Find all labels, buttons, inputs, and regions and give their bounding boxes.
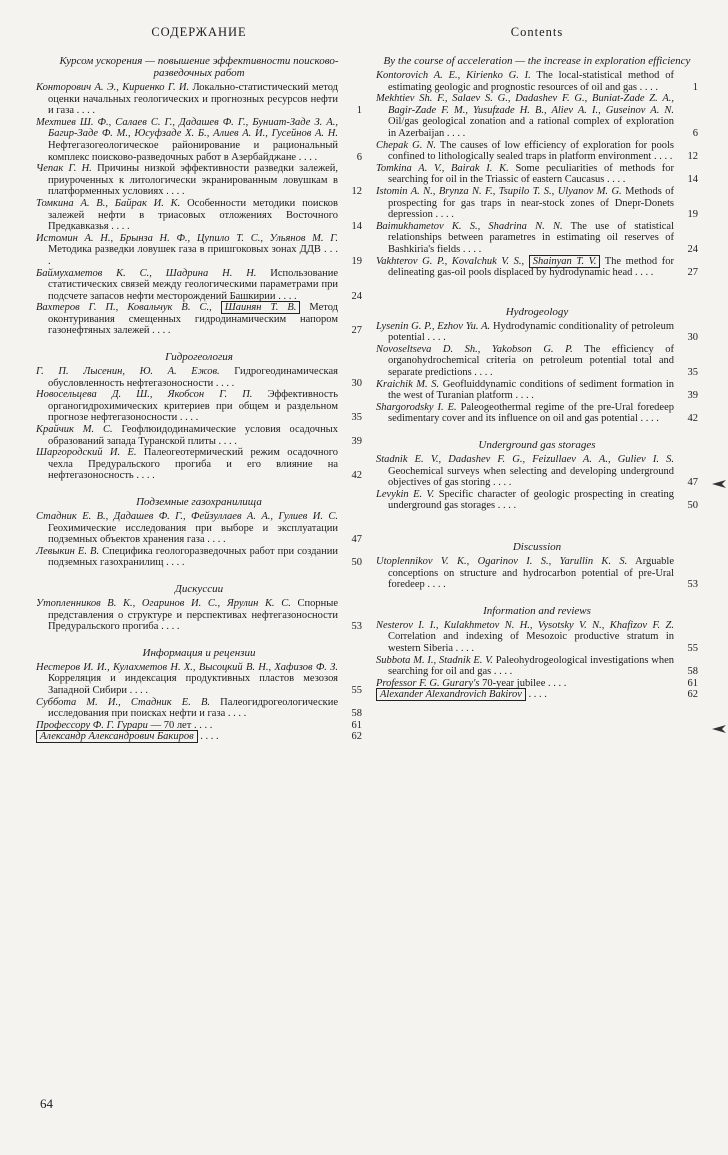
toc-entry[interactable] [36,598,362,633]
entry-authors: Баймухаметов К. С., Шадрина Н. Н. [36,267,257,279]
entry-title: Геохимические исследования при выборе и эксплуатации подземных объектов хранения газа [48,522,338,546]
boxed-name: Alexander Alexandrovich Bakirov [376,688,526,701]
toc-entry[interactable] [36,662,362,697]
entry-title: The causes of low efficiency of exploration for pools confined to lithologically sealed traps in platform environment [388,139,674,163]
section-title: Underground gas storages [478,439,596,452]
toc-entry[interactable] [376,221,698,256]
entry-authors: Tomkina A. V., Bairak I. K. [376,162,509,174]
entry-title: The local-statistical method of estimating geologic and prognostic resources of oil and gas [388,70,674,93]
leader-dots: . . . . [545,677,567,689]
entry-title: Some peculiarities of methods for searching for oil in the Triassic of eastern Caucasus [388,162,674,186]
toc-entry[interactable] [376,379,698,402]
entry-authors: Стадник Е. В., Дадашев Ф. Г., Фейзуллаев А. А., Гулиев И. С. [36,511,338,522]
toc-entry[interactable] [36,233,362,268]
page-number: 64 [40,1096,53,1111]
entry-title: Arguable conceptions on structure and hydrocarbon potential of pre-Ural foredeep [388,556,674,591]
leader-dots: . . . . [225,708,247,720]
toc-section [36,583,362,633]
toc-entry[interactable] [376,655,698,678]
entry-page-number: 39 [687,390,698,402]
section-title: Подземные газохранилища [136,496,262,508]
toc-entry[interactable] [36,302,362,337]
entry-title: Причины низкой эффективности разведки залежей, приуроченных к литологически экранированным ловушкам в платформенных условиях [48,163,339,198]
leader-dots: . . . . [424,332,446,344]
entry-page-number: 14 [687,174,698,186]
toc-entry[interactable] [376,620,698,655]
entry-title: Специфика геологоразведочных работ при создании подземных газохранилищ [48,545,338,569]
entry-page-number: 35 [687,367,698,379]
entry-title: Корреляция и индексация продуктивных пластов мезозоя Западной Сибири [48,673,338,696]
entry-authors: Mekhtiev Sh. F., Salaev S. G., Dadashev F. G., Buniat-Zade Z. A., Bagir-Zade F. M., Yusufzade H. B., Aliev A. I., Guseinov A. N. [376,93,674,116]
toc-entry[interactable] [36,731,362,743]
entry-authors: Lysenin G. P., Ezhov Yu. A. [376,320,491,332]
entry-page-number: 62 [687,689,698,701]
entry-page-number: 6 [356,151,362,163]
entry-title: Oil/gas geological zonation and a rational complex of exploration in Azerbaijan [388,116,674,139]
leader-dots: . . . . [163,557,185,569]
section-title: Информация и рецензии [142,646,256,659]
leader-dots: . . . . [200,731,219,743]
leader-dots: . . . . [108,221,130,233]
entry-title: Палеогидрогеологические исследования при поисках нефти и газа [48,696,339,720]
leader-dots: . . . . [191,719,213,731]
entry-title: Гидрогеодинамическая обусловленность нефтегазоносности [48,366,338,389]
toc-entry[interactable] [376,489,698,512]
toc-entry[interactable] [36,163,362,198]
leader-dots: . . . . [491,666,513,678]
leader-dots: . . . . [275,290,297,302]
entry-title: Geofluiddynamic conditions of sediment formation in the west of Turanian platform [388,378,674,402]
entry-authors: Kontorovich A. E., Kirienko G. I. [376,70,531,81]
entry-page-number: 39 [351,435,362,447]
entry-title: Методика разведки ловушек газа в пришгоковых зонах ДДВ [48,244,321,256]
entry-authors: Nesterov I. I., Kulakhmetov N. H., Vysotsky V. N., Khafizov F. Z. [376,619,674,631]
entry-page-number: 58 [351,708,362,720]
toc-entry[interactable] [376,186,698,221]
toc-section [376,541,698,591]
entry-title: Methods of prospecting for gas traps in near-stock zones of Dnepr-Donets depression [388,185,675,221]
entry-authors: Чепак Г. Н. [36,163,92,175]
toc-entry[interactable] [36,268,362,303]
sections-container [376,55,698,701]
toc-entry[interactable] [36,511,362,546]
leader-dots: . . . . [215,435,237,447]
entry-page-number: 53 [687,579,698,591]
entry-page-number: 62 [351,731,362,743]
toc-entry[interactable] [36,697,362,720]
toc-entry[interactable] [376,256,698,279]
entry-page-number: 53 [351,621,362,633]
entry-page-number: 24 [687,243,698,255]
toc-entry[interactable] [376,689,698,701]
entry-page-number: 12 [351,186,362,198]
entry-authors: Kraichik M. S. [376,378,440,390]
entry-page-number: 58 [687,666,698,678]
toc-entry[interactable] [36,424,362,447]
entry-authors: Конторович А. Э., Кириенко Г. И. [36,82,190,93]
entry-authors: Novoseltseva D. Sh., Yakobson G. P. [376,343,573,355]
leader-dots: . . . . [471,367,493,379]
section-title: By the course of acceleration — the increase in exploration efficiency [383,55,691,67]
entry-authors: Мехтиев Ш. Ф., Салаев С. Г., Дадашев Ф. Г., Буниат-Заде З. А., Багир-Заде Ф. М., Юсуфзаде Х. Б., Алиев А. И., Гусейнов А. Н. [36,116,338,140]
entry-authors: Vakhterov G. P., Kovalchuk V. S., [376,255,525,267]
entry-authors: Новосельцева Д. Ш., Якобсон Г. П. [36,389,253,401]
toc-entry[interactable] [36,546,362,569]
leader-dots: . . . . [149,325,171,337]
entry-page-number: 47 [351,534,362,546]
leader-dots: . . . . [204,534,226,546]
entry-page-number: 30 [351,377,362,389]
entry-page-number: 6 [692,127,698,139]
leader-dots: . . . . [460,243,482,255]
entry-page-number: 27 [687,267,698,279]
leader-dots: . . . . [444,127,466,139]
entry-page-number: 50 [687,500,698,512]
leader-dots: . . . . [133,470,155,482]
toc-section [36,647,362,743]
leader-dots: . . . . [163,186,185,198]
leader-dots: . . . . [296,151,318,163]
section-title: Гидрогеология [165,351,233,364]
entry-title: Использование статистических связей между геологическими параметрами при подсчете запасов нефти месторождений Башкирии [48,267,338,302]
entry-title: Geochemical surveys when selecting and developing underground objectives of gas storing [388,465,674,489]
leader-dots: . . . . [490,477,512,489]
leader-dots: . . . . [213,377,235,389]
entry-page-number: 1 [692,81,698,93]
entry-page-number: 27 [351,325,362,337]
toc-entry[interactable] [376,140,698,163]
contents-russian [36,25,362,743]
entry-page-number: 1 [356,105,362,117]
toc-section [376,439,698,512]
leader-dots: . . . . [637,81,659,93]
entry-title: — 70 лет [150,719,192,731]
entry-authors: Chepak G. N. [376,139,437,151]
entry-title: Геофлюидодинамические условия осадочных образований запада Туранской плиты [48,424,338,447]
entry-title: Спорные представления о структуре и перспективах нефтегазоносности Предуральского прогиба [48,597,339,633]
entry-title: Hydrodynamic conditionality of petroleum potential [388,320,675,344]
entry-authors: Крайчик М. С. [36,424,113,436]
toc-entry[interactable] [36,447,362,482]
entry-authors: Professor F. G. Gurary's [376,677,480,689]
entry-page-number: 47 [687,477,698,489]
toc-entry[interactable] [376,93,698,139]
leader-dots: . . . . [74,105,96,117]
toc-section [36,496,362,569]
entry-authors: Вахтеров Г. П., Ковальчук В. С., [36,302,212,314]
leader-dots: . . . . [424,579,446,591]
toc-section [376,605,698,701]
entry-page-number: 30 [687,332,698,344]
toc-entry[interactable] [36,117,362,163]
entry-title: Correlation and indexing of Mesozoic productive stratum in western Siberia [388,631,674,654]
entry-authors: Istomin A. N., Brynza N. F., Tsupilo T. S., Ulyanov M. G. [376,185,622,197]
toc-section [376,55,698,279]
entry-title: Особенности методики поисков залежей нефти в триасовых отложениях Восточного Предкавказья [48,197,338,233]
scan-mark-icon [712,478,726,490]
boxed-name: Александр Александрович Бакиров [36,730,198,743]
scan-mark-icon [712,723,726,735]
section-title: Discussion [512,541,562,553]
leader-dots: . . . . [48,244,339,267]
entry-title: 70-year jubilee [482,677,546,689]
entry-page-number: 12 [687,151,698,163]
leader-dots: . . . . [637,413,659,425]
boxed-name: Шаинян Т. В. [221,301,301,314]
entry-title: The use of statistical relationships between parametres in estimating oil reserves of Bashkiria's fields [388,220,674,255]
heading-english: Contents [510,25,564,39]
leader-dots: . . . . [512,390,534,402]
boxed-name: Shainyan T. V. [529,255,601,268]
entry-title: Paleogeothermal regime of the pre-Ural foredeep sedimentary cover and its influence on oil and gas potential [388,401,674,425]
leader-dots: . . . . [158,621,180,633]
section-title: Курсом ускорения — повышение эффективности поисково-разведочных работ [59,55,339,79]
entry-authors: Нестеров И. И., Кулахметов Н. Х., Высоцкий В. Н., Хафизов Ф. З. [36,661,338,673]
entry-page-number: 14 [351,221,362,233]
entry-page-number: 50 [351,557,362,569]
sections-container [36,55,362,743]
entry-page-number: 61 [687,677,698,689]
contents-english [376,25,698,701]
entry-page-number: 35 [351,412,362,424]
leader-dots: . . . . [651,151,673,163]
toc-entry[interactable] [36,366,362,389]
entry-page-number: 61 [351,719,362,731]
toc-entry[interactable] [36,82,362,117]
leader-dots: . . . . [177,412,199,424]
toc-entry[interactable] [376,454,698,489]
leader-dots: . . . . [632,267,654,279]
entry-authors: Г. П. Лысенин, Ю. А. Ежов. [36,366,220,378]
leader-dots: . . . . [528,689,547,701]
leader-dots: . . . . [495,500,517,512]
entry-title: Specific character of geologic prospecting in creating underground gas storages [388,488,675,512]
entry-authors: Томкина А. В., Байрак И. К. [36,197,181,209]
entry-title: Метод оконтуривания смещенных гидродинамическим напором газонефтяных залежей [48,302,338,337]
entry-title: Локально-статистический метод оценки начальных геологических и прогнозных ресурсов нефти и газа [48,82,339,117]
entry-authors: Профессору Ф. Г. Гурари [36,719,148,731]
entry-page-number: 19 [687,209,698,221]
entry-page-number: 55 [687,642,698,654]
entry-authors: Stadnik E. V., Dadashev F. G., Feizullaev A. A., Guliev I. S. [376,454,674,466]
entry-title: Палеогеотермический режим осадочного чехла Предуральского прогиба и его влияние на нефтегазоносность [48,447,339,482]
section-title: Hydrogeology [505,305,569,318]
entry-title: The method for delineating gas-oil pools displaced by hydrodynamic head [388,255,675,279]
leader-dots: . . . . [432,209,454,221]
toc-section [36,55,362,337]
toc-entry[interactable] [376,70,698,93]
entry-authors: Shargorodsky I. E. [376,401,457,413]
leader-dots: . . . . [126,684,148,696]
entry-authors: Levykin E. V. [376,488,435,500]
leader-dots: . . . . [604,174,626,186]
section-title: Дискуссии [174,582,224,595]
entry-title: Paleohydrogeological investigations when searching for oil and gas [388,654,674,678]
entry-page-number: 19 [351,255,362,267]
entry-authors: Шаргородский И. Е. [36,447,137,459]
entry-authors: Левыкин Е. В. [36,545,100,557]
entry-title: Нефтегазогеологическое районирование и рациональный комплекс поисково-разведочных работ в Азербайджане [48,139,338,163]
entry-title: The efficiency of organohydrochemical criteria on petroleum potential total and separate predictions [388,343,675,379]
entry-authors: Subbota M. I., Stadnik E. V. [376,654,493,666]
toc-entry[interactable] [36,198,362,233]
toc-entry[interactable] [376,344,698,379]
entry-page-number: 42 [687,413,698,425]
toc-entry[interactable] [376,321,698,344]
toc-entry[interactable] [36,389,362,424]
leader-dots: . . . . [453,642,475,654]
entry-authors: Utoplennikov V. K., Ogarinov I. S., Yarullin K. S. [376,556,628,567]
entry-page-number: 24 [351,290,362,302]
entry-authors: Утопленников В. К., Огаринов И. С., Ярулин К. С. [36,597,291,609]
heading-russian: СОДЕРЖАНИЕ [151,25,247,39]
toc-section [376,306,698,425]
entry-authors: Суббота М. И., Стадник Е. В. [36,696,211,708]
entry-title: Эффективность органогидрохимических критериев при общем и раздельном прогнозе нефтегазоносности [48,389,338,424]
toc-section [36,351,362,482]
section-title: Information and reviews [483,604,591,617]
toc-entry[interactable] [376,163,698,186]
toc-entry[interactable] [376,402,698,425]
entry-page-number: 42 [351,470,362,482]
toc-entry[interactable] [376,556,698,591]
entry-authors: Истомин А. Н., Брынза Н. Ф., Цупило Т. С., Ульянов М. Г. [36,232,338,244]
entry-page-number: 55 [351,684,362,696]
entry-authors: Baimukhametov K. S., Shadrina N. N. [376,220,563,232]
